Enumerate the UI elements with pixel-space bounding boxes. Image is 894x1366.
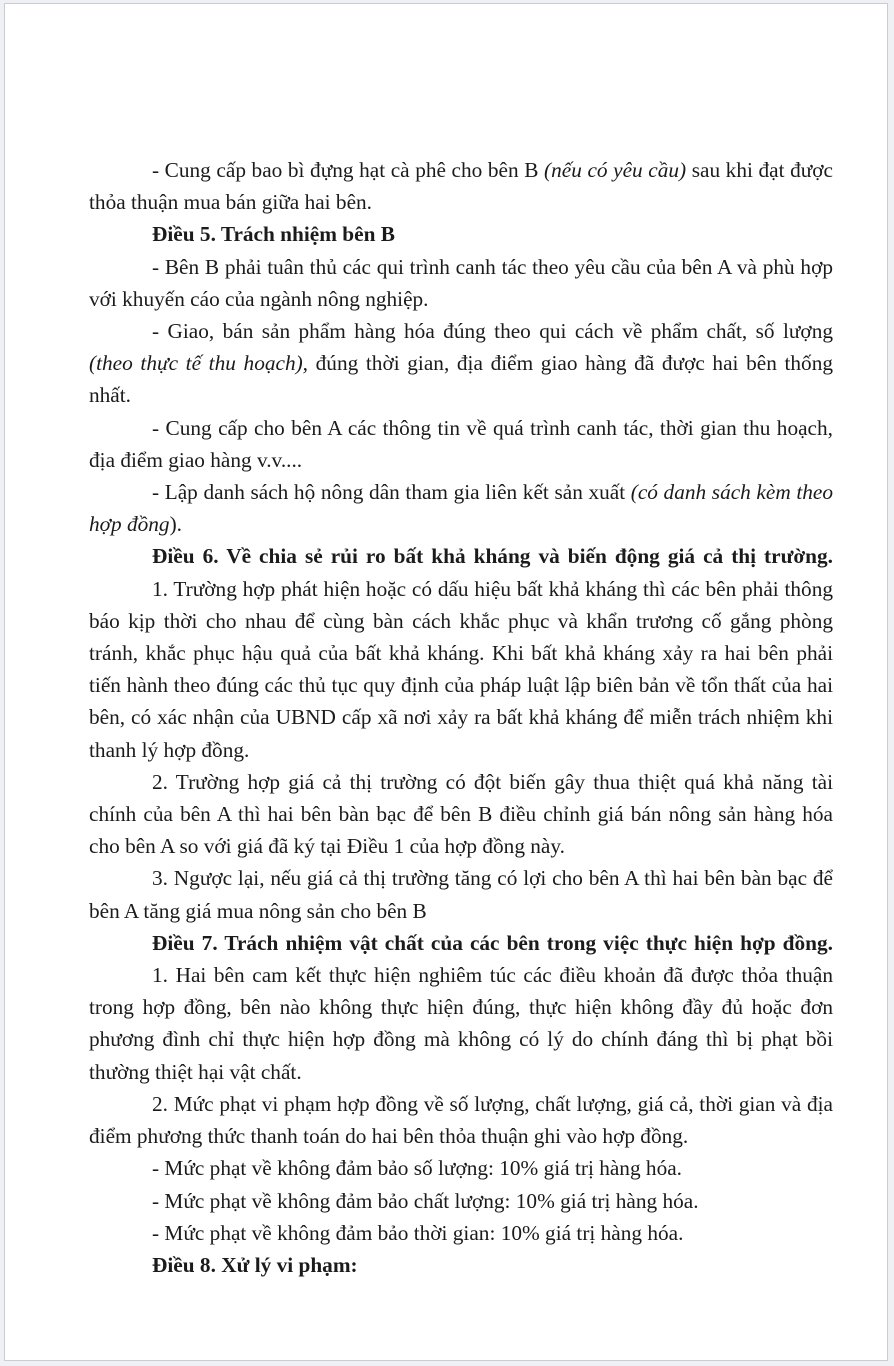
document-page — [4, 3, 888, 1361]
list-item-penalty-quality: - Mức phạt về không đảm bảo chất lượng: 10% giá trị hàng hóa. — [152, 1188, 699, 1213]
paragraph-cultivation-process: - Bên B phải tuân thủ các qui trình canh tác theo yêu cầu của bên A và phù hợp với khuyến cáo của ngành nông nghiệp. — [89, 254, 833, 311]
paragraph-price-drop: 2. Trường hợp giá cả thị trường có đột biến gây thua thiệt quá khả năng tài chính của bên A thì hai bên bàn bạc để bên B điều chỉnh giá bán nông sản hàng hóa cho bên A so với giá đã ký tại Điều 1 của hợp đồng này. — [89, 769, 833, 859]
document-body — [89, 154, 833, 1281]
list-item-penalty-quantity: - Mức phạt về không đảm bảo số lượng: 10% giá trị hàng hóa. — [152, 1156, 682, 1181]
paragraph-commitment: 1. Hai bên cam kết thực hiện nghiêm túc các điều khoản đã được thỏa thuận trong hợp đồng, bên nào không thực hiện đúng, thực hiện không đầy đủ hoặc đơn phương đình chỉ thực hiện hợp đồng mà không có lý do chính đáng thì bị phạt bồi thường thiệt hại vật chất. — [89, 963, 833, 1084]
paragraph-penalty-levels: 2. Mức phạt vi phạm hợp đồng về số lượng, chất lượng, giá cả, thời gian và địa điểm phương thức thanh toán do hai bên thỏa thuận ghi vào hợp đồng. — [89, 1091, 833, 1149]
list-item-penalty-time: - Mức phạt về không đảm bảo thời gian: 10% giá trị hàng hóa. — [152, 1220, 684, 1245]
paragraph-packaging: - Cung cấp bao bì đựng hạt cà phê cho bên B (nếu có yêu cầu) sau khi đạt được thỏa thuận mua bán giữa hai bên. — [89, 158, 833, 215]
paragraph-information: - Cung cấp cho bên A các thông tin về quá trình canh tác, thời gian thu hoạch, địa điểm giao hàng v.v.... — [89, 415, 833, 472]
paragraph-force-majeure: 1. Trường hợp phát hiện hoặc có dấu hiệu bất khả kháng thì các bên phải thông báo kịp thời cho nhau để cùng bàn cách khắc phục và khẩn trương cố gắng phòng tránh, khắc phục hậu quả của bất khả kháng. Khi bất khả kháng xảy ra hai bên phải tiến hành theo đúng các thủ tục quy định của pháp luật lập biên bản về tổn thất của hai bên, có xác nhận của UBND cấp xã nơi xảy ra bất khả kháng để miễn trách nhiệm khi thanh lý hợp đồng. — [89, 576, 833, 762]
heading-article-5: Điều 5. Trách nhiệm bên B — [152, 222, 395, 247]
heading-article-8: Điều 8. Xử lý vi phạm: — [152, 1252, 358, 1277]
paragraph-farmer-list: - Lập danh sách hộ nông dân tham gia liên kết sản xuất (có danh sách kèm theo hợp đồng). — [89, 480, 834, 537]
heading-article-6: Điều 6. Về chia sẻ rủi ro bất khả kháng và biến động giá cả thị trường. — [152, 544, 833, 569]
paragraph-delivery-quality: - Giao, bán sản phẩm hàng hóa đúng theo qui cách về phẩm chất, số lượng (theo thực tế thu hoạch), đúng thời gian, địa điểm giao hàng đã được hai bên thống nhất. — [89, 319, 833, 408]
paragraph-price-rise: 3. Ngược lại, nếu giá cả thị trường tăng có lợi cho bên A thì hai bên bàn bạc để bên A tăng giá mua nông sản cho bên B — [89, 866, 833, 923]
heading-article-7: Điều 7. Trách nhiệm vật chất của các bên trong việc thực hiện hợp đồng. — [152, 930, 833, 955]
